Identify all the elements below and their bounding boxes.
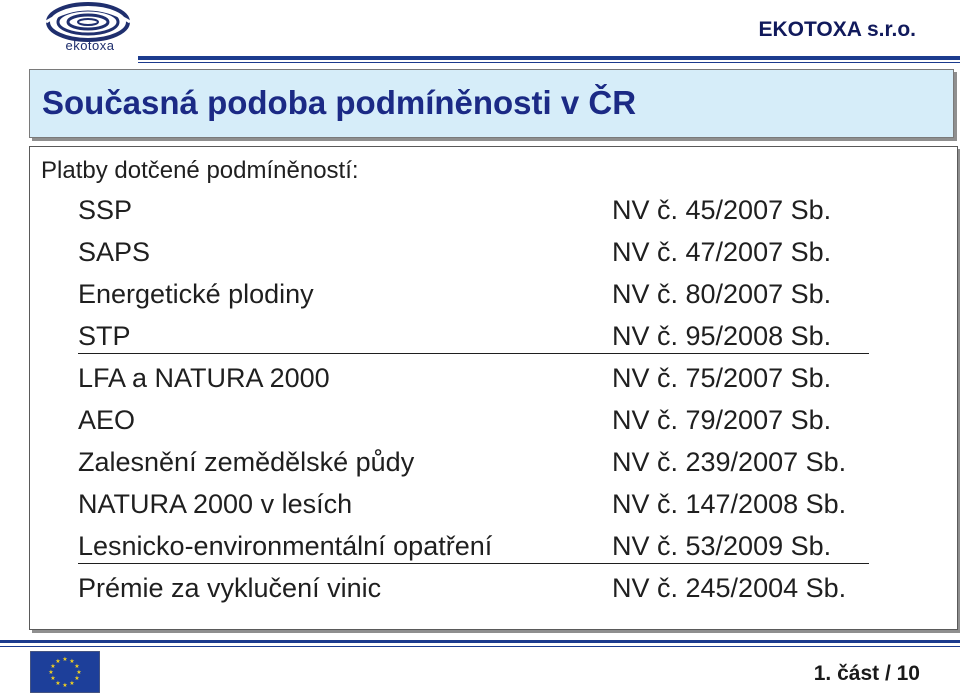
regulation-ref: NV č. 147/2008 Sb. <box>612 489 847 519</box>
regulation-row <box>30 195 957 233</box>
svg-text:★: ★ <box>76 669 82 676</box>
regulation-ref: NV č. 95/2008 Sb. <box>612 321 832 351</box>
page-title: Současná podoba podmíněnosti v ČR <box>42 84 637 121</box>
regulation-ref: NV č. 80/2007 Sb. <box>612 279 832 309</box>
payment-name: Zalesnění zemědělské půdy <box>78 447 415 477</box>
payment-name: SAPS <box>78 237 151 267</box>
title-box <box>29 69 954 138</box>
row-underline <box>78 563 869 564</box>
eu-flag-icon <box>30 651 100 693</box>
ekotoxa-logo <box>40 2 136 62</box>
regulation-row <box>30 573 957 611</box>
regulation-row <box>30 321 957 359</box>
content-box <box>29 146 958 630</box>
regulation-ref: NV č. 45/2007 Sb. <box>612 195 832 225</box>
svg-text:★: ★ <box>62 656 68 663</box>
svg-text:★: ★ <box>50 675 56 682</box>
page-number: 1. část / 10 <box>813 662 920 685</box>
footer-rule-thin <box>0 646 960 647</box>
payment-name: AEO <box>78 405 136 435</box>
regulation-row <box>30 489 957 527</box>
row-underline <box>78 353 869 354</box>
svg-text:★: ★ <box>74 675 80 682</box>
payment-name: Energetické plodiny <box>78 279 314 309</box>
regulation-row <box>30 447 957 485</box>
regulation-ref: NV č. 53/2009 Sb. <box>612 531 832 561</box>
svg-text:★: ★ <box>48 669 54 676</box>
regulation-row <box>30 363 957 401</box>
payment-name: SSP <box>78 195 133 225</box>
regulation-ref: NV č. 79/2007 Sb. <box>612 405 832 435</box>
payment-name: Prémie za vyklučení vinic <box>78 573 382 603</box>
footer-rule <box>0 640 960 643</box>
intro-text: Platby dotčené podmíněností: <box>41 157 359 184</box>
svg-text:★: ★ <box>55 658 61 665</box>
header-rule <box>138 56 960 64</box>
regulation-row <box>30 279 957 317</box>
svg-text:★: ★ <box>74 663 80 670</box>
regulation-row <box>30 237 957 275</box>
svg-text:★: ★ <box>69 680 75 687</box>
svg-text:★: ★ <box>62 682 68 689</box>
regulation-ref: NV č. 47/2007 Sb. <box>612 237 832 267</box>
regulation-ref: NV č. 245/2004 Sb. <box>612 573 847 603</box>
payment-name: STP <box>78 321 131 351</box>
svg-text:★: ★ <box>50 663 56 670</box>
payment-name: Lesnicko-environmentální opatření <box>78 531 493 561</box>
regulation-row <box>30 531 957 569</box>
regulation-ref: NV č. 239/2007 Sb. <box>612 447 847 477</box>
payment-name: LFA a NATURA 2000 <box>78 363 330 393</box>
logo-text: ekotoxa <box>65 38 115 53</box>
payment-name: NATURA 2000 v lesích <box>78 489 353 519</box>
company-name: EKOTOXA s.r.o. <box>758 18 916 41</box>
svg-text:★: ★ <box>69 658 75 665</box>
svg-text:★: ★ <box>55 680 61 687</box>
regulation-row <box>30 405 957 443</box>
regulation-ref: NV č. 75/2007 Sb. <box>612 363 832 393</box>
